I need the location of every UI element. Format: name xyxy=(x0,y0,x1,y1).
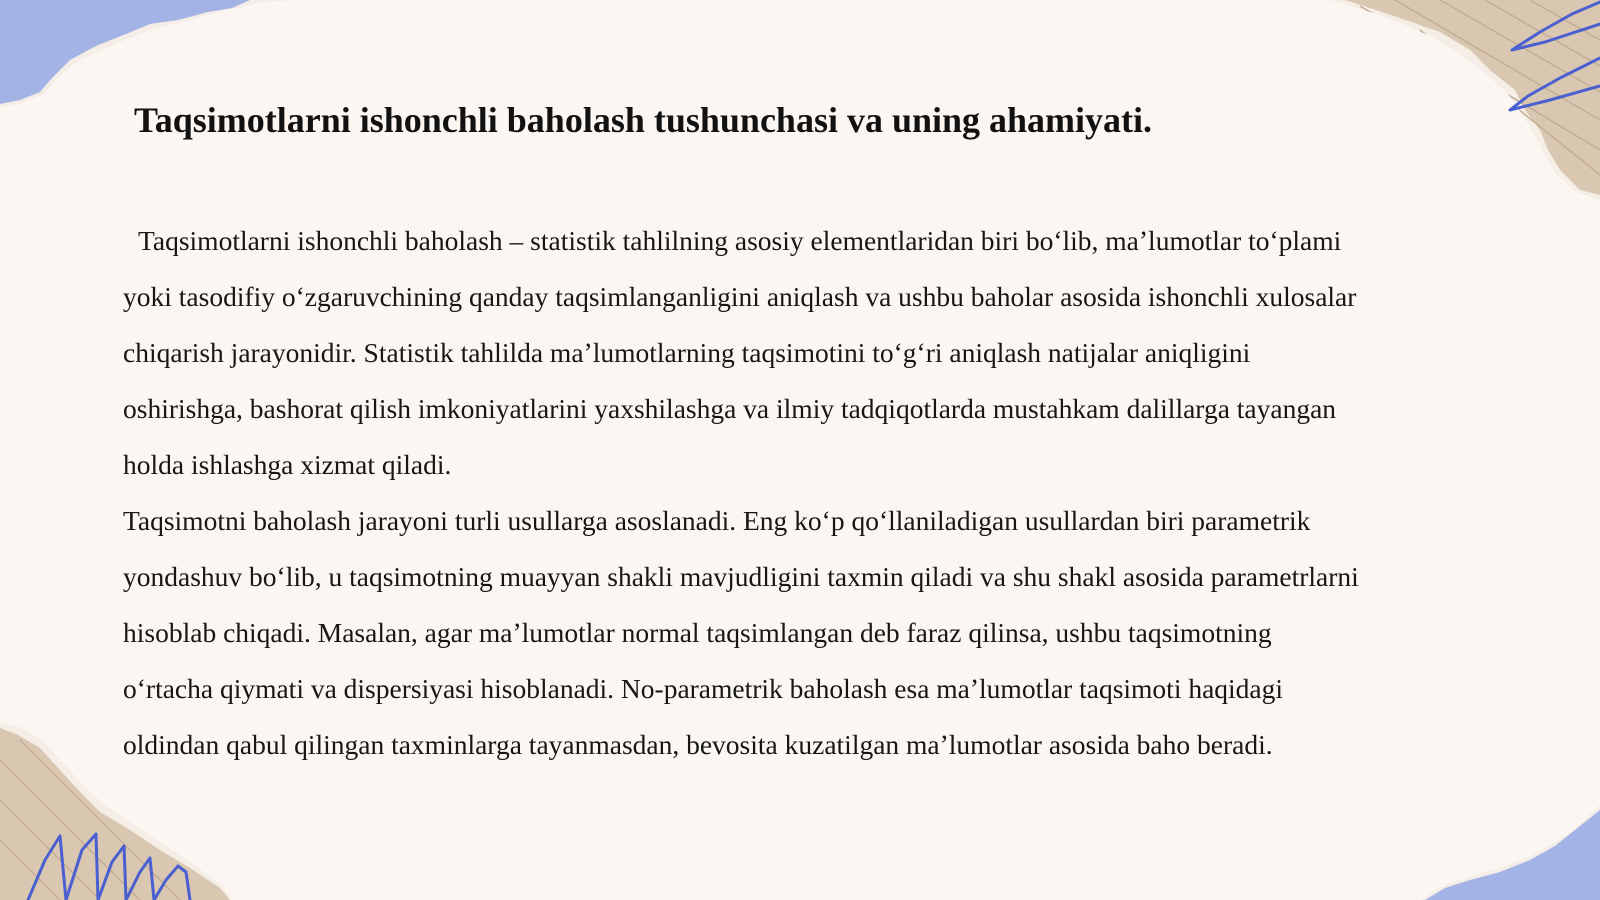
body-line-3: chiqarish jarayonidir. Statistik tahlilda maʼlumotlarning taqsimotini toʻgʻri aniqlash natijalar aniqligini xyxy=(123,337,1251,368)
slide-body-text xyxy=(123,213,1533,773)
body-line-2: yoki tasodifiy oʻzgaruvchining qanday taqsimlanganligini aniqlash va ushbu baholar asosida ishonchli xulosalar xyxy=(123,281,1357,312)
body-line-9: oʻrtacha qiymati va dispersiyasi hisoblanadi. No-parametrik baholash esa maʼlumotlar taqsimoti haqidagi xyxy=(123,673,1284,704)
body-line-5: holda ishlashga xizmat qiladi. xyxy=(123,449,452,480)
slide-title: Taqsimotlarni ishonchli baholash tushunchasi va uning ahamiyati. xyxy=(134,100,1153,140)
body-line-7: yondashuv boʻlib, u taqsimotning muayyan shakli mavjudligini taxmin qiladi va shu shakl asosida parametrlarni xyxy=(123,561,1359,592)
body-line-6: Taqsimotni baholash jarayoni turli usullarga asoslanadi. Eng koʻp qoʻllaniladigan usullardan biri parametrik xyxy=(123,505,1311,536)
body-line-10: oldindan qabul qilingan taxminlarga tayanmasdan, bevosita kuzatilgan maʼlumotlar asosida baho beradi. xyxy=(123,729,1273,760)
body-line-4: oshirishga, bashorat qilish imkoniyatlarini yaxshilashga va ilmiy tadqiqotlarda mustahkam dalillarga tayangan xyxy=(123,393,1337,424)
body-line-1: Taqsimotlarni ishonchli baholash – statistik tahlilning asosiy elementlaridan biri boʻlib, maʼlumotlar toʻplami xyxy=(138,225,1342,256)
body-line-8: hisoblab chiqadi. Masalan, agar maʼlumotlar normal taqsimlangan deb faraz qilinsa, ushbu taqsimotning xyxy=(123,617,1272,648)
